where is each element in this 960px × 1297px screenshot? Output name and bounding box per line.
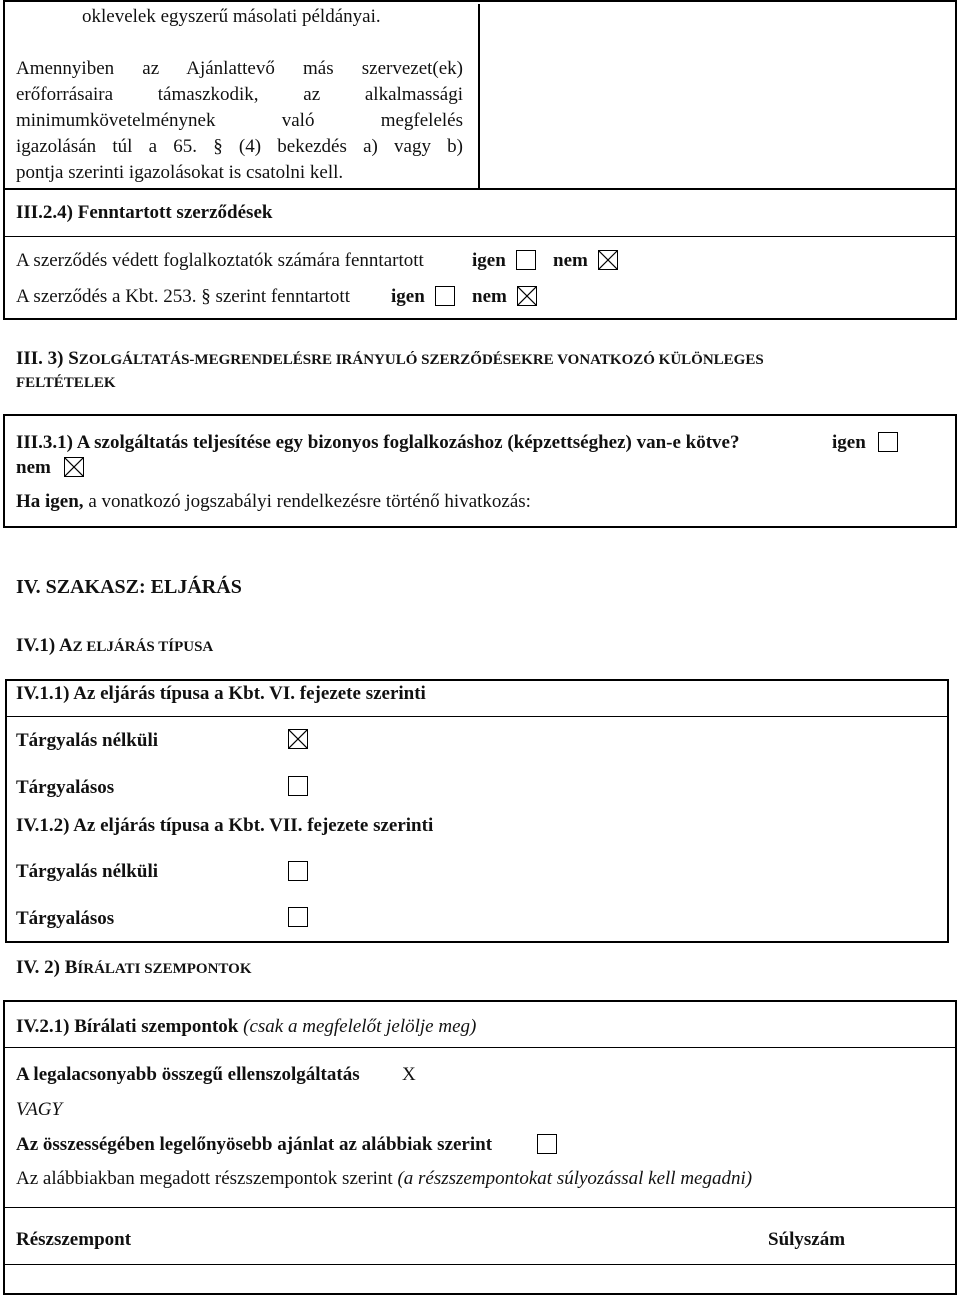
intro-para-line: Amennyiben az Ajánlattevő más szervezet(ek) — [16, 58, 463, 79]
sub-italic: (a részszempontokat súlyozással kell megadni) — [397, 1168, 753, 1189]
reserved-row2-nem-checkbox[interactable] — [517, 286, 537, 306]
sub-text: Az alábbiakban megadott részszempontok szerint — [16, 1168, 393, 1189]
iv11-option1-checkbox[interactable] — [288, 729, 308, 749]
intro-para-line: erőforrásaira támaszkodik, az alkalmassági — [16, 84, 463, 105]
reserved-row1-nem-checkbox[interactable] — [598, 250, 618, 270]
subcriteria-text — [16, 1166, 752, 1192]
profession-nem-checkbox[interactable] — [64, 457, 84, 477]
intro-line1: oklevelek egyszerű másolati példányai. — [82, 6, 381, 27]
intro-para-line: igazolásán túl a 65. § (4) bekezdés a) vagy b) — [16, 136, 463, 157]
iv12-option1-checkbox[interactable] — [288, 861, 308, 881]
intro-para-line: minimumkövetelménynek való megfelelés — [16, 110, 463, 131]
iv12-option1-label: Tárgyalás nélküli — [16, 861, 158, 882]
iv21-bold: IV.2.1) Bírálati szempontok — [16, 1016, 239, 1037]
checkbox-cross-icon — [518, 287, 536, 305]
procedure-type-heading — [16, 633, 213, 660]
award-criteria-heading — [16, 955, 251, 982]
best-value-label: Az összességében legelőnyösebb ajánlat az alábbiak szerint — [16, 1134, 493, 1155]
iv21-heading — [16, 1014, 476, 1040]
ha-igen-bold: Ha igen, — [16, 491, 84, 512]
checkbox-cross-icon — [599, 251, 617, 269]
procedure-type-box — [5, 679, 949, 943]
reserved-row2-igen-checkbox[interactable] — [435, 286, 455, 306]
profession-reference — [16, 489, 531, 515]
iv11-heading: IV.1.1) Az eljárás típusa a Kbt. VI. fejezete szerinti — [16, 683, 426, 704]
iv12-option2-checkbox[interactable] — [288, 907, 308, 927]
ha-igen-rest: a vonatkozó jogszabályi rendelkezésre történő hivatkozás: — [83, 491, 531, 512]
iv11-option2-label: Tárgyalásos — [16, 777, 115, 798]
vagy-label: VAGY — [16, 1099, 63, 1120]
profession-igen-checkbox[interactable] — [878, 432, 898, 452]
lowest-price-mark: X — [402, 1064, 416, 1085]
intro-divider — [478, 4, 480, 188]
profession-igen-label: igen — [832, 432, 866, 453]
service-heading-small: ZOLGÁLTATÁS-MEGRENDELÉSRE IRÁNYULÓ SZERZŐDÉSEKRE VONATKOZÓ KÜLÖNLEGES — [78, 352, 764, 368]
reserved-contracts-heading: III.2.4) Fenntartott szerződések — [16, 202, 273, 223]
reserved-row2-nem-label: nem — [472, 286, 507, 307]
service-contracts-heading-line2: FELTÉTELEK — [16, 375, 116, 391]
criteria-col-header: Részszempont — [16, 1229, 132, 1250]
checkbox-cross-icon — [289, 730, 307, 748]
reserved-row1-nem-label: nem — [553, 250, 588, 271]
weight-col-header: Súlyszám — [768, 1229, 846, 1250]
criteria-table-divider — [5, 1264, 955, 1265]
criteria-table-top — [5, 1207, 955, 1208]
section-iv-title: IV. SZAKASZ: ELJÁRÁS — [16, 576, 242, 598]
iv21-divider — [5, 1047, 955, 1048]
best-value-checkbox[interactable] — [537, 1134, 557, 1154]
iv2-prefix: IV. 2) B — [16, 957, 78, 978]
iv12-heading: IV.1.2) Az eljárás típusa a Kbt. VII. fejezete szerinti — [16, 815, 434, 836]
service-heading-prefix: III. 3) S — [16, 348, 79, 369]
profession-question: III.3.1) A szolgáltatás teljesítése egy bizonyos foglalkozáshoz (képzettséghez) van-e kötve? — [16, 432, 740, 453]
lowest-price-label: A legalacsonyabb összegű ellenszolgáltatás — [16, 1064, 360, 1085]
checkbox-cross-icon — [65, 458, 83, 476]
reserved-divider — [5, 236, 955, 237]
reserved-row2-text: A szerződés a Kbt. 253. § szerint fenntartott — [16, 286, 350, 307]
iv2-small: ÍRÁLATI SZEMPONTOK — [77, 961, 252, 977]
intro-paragraph — [16, 56, 463, 186]
reserved-row2-igen-label: igen — [391, 286, 425, 307]
iv12-option2-label: Tárgyalásos — [16, 908, 115, 929]
reserved-row1-igen-label: igen — [472, 250, 506, 271]
iv11-divider — [7, 716, 947, 717]
profession-nem-label: nem — [16, 457, 51, 478]
service-contracts-heading — [16, 346, 764, 373]
iv21-italic: (csak a megfelelőt jelölje meg) — [243, 1016, 477, 1037]
iv11-option2-checkbox[interactable] — [288, 776, 308, 796]
iv1-small: Z ELJÁRÁS TÍPUSA — [72, 639, 214, 655]
reserved-row1-igen-checkbox[interactable] — [516, 250, 536, 270]
iv11-option1-label: Tárgyalás nélküli — [16, 730, 158, 751]
intro-para-line: pontja szerinti igazolásokat is csatolni kell. — [16, 162, 344, 183]
reserved-row1-text: A szerződés védett foglalkoztatók számára fenntartott — [16, 250, 424, 271]
iv1-prefix: IV.1) A — [16, 635, 73, 656]
